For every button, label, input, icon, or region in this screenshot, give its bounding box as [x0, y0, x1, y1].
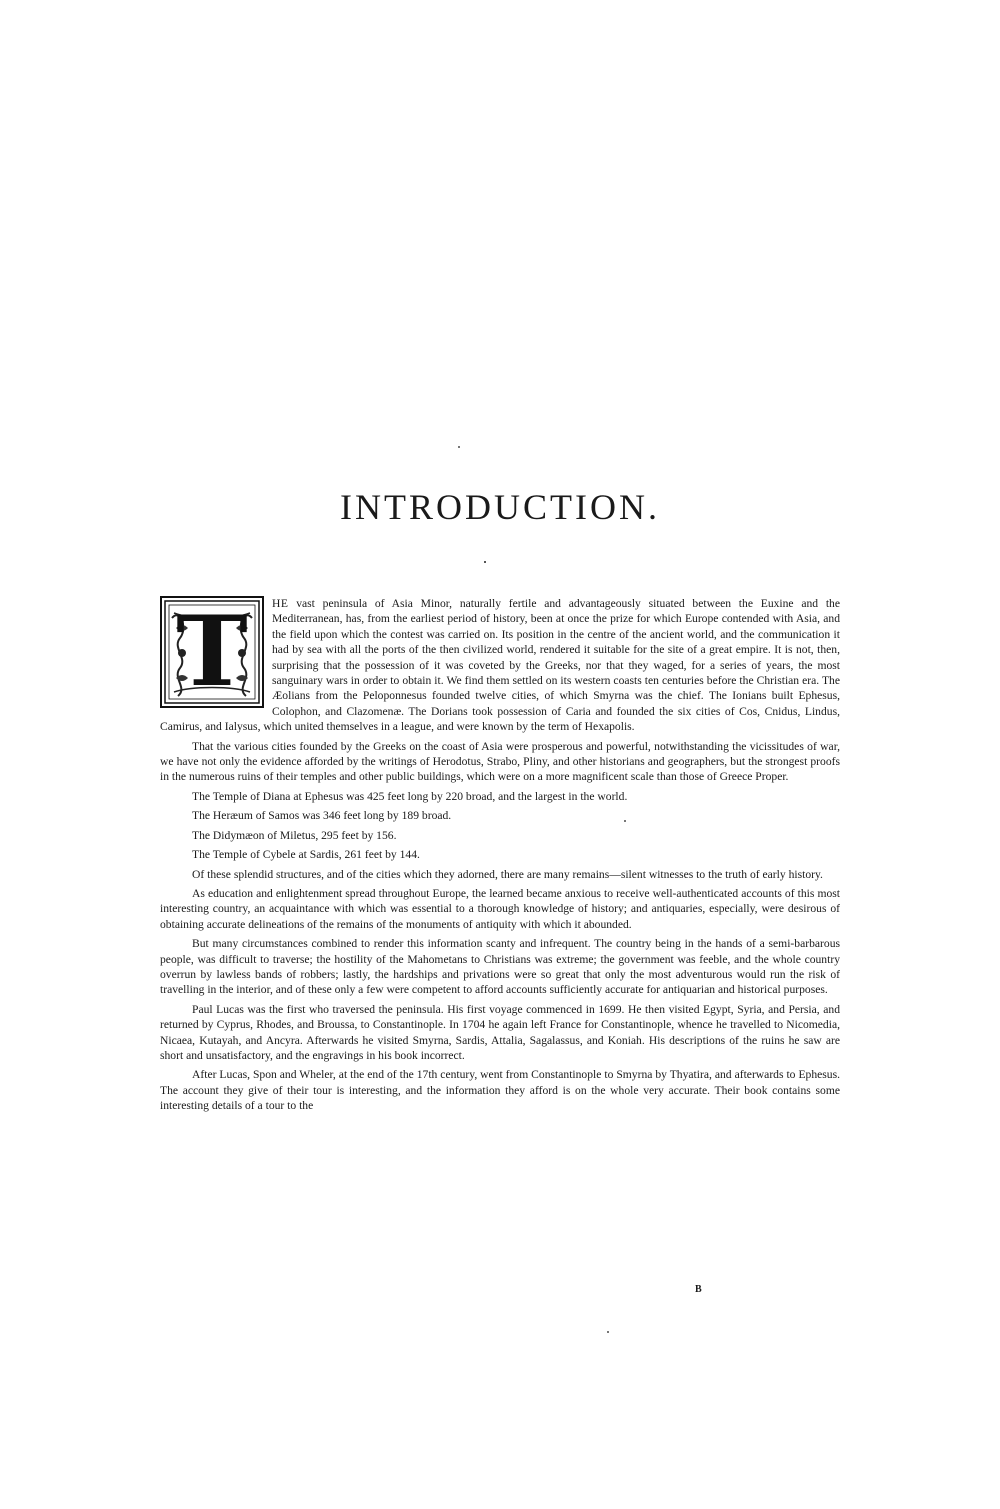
page-title: INTRODUCTION.	[340, 487, 660, 527]
paragraph-2: That the various cities founded by the Greeks on the coast of Asia were prosperous and powerful, notwithstanding the vicissitudes of war, we have not only the evidence afforded by the writings of Herodotus, Strabo, Pliny, and other historians and geographers, but the strongest proofs in the numerous ruins of their temples and other public buildings, which were on a more magnificent scale than those of Greece Proper.	[160, 739, 840, 784]
paragraph-5: The Didymæon of Miletus, 295 feet by 156.	[192, 828, 397, 842]
signature-mark: B	[695, 1284, 702, 1295]
title-ornament-dot	[484, 561, 486, 563]
paragraph-8: As education and enlightenment spread throughout Europe, the learned became anxious to receive well-authenticated accounts of this most interesting country, an acquaintance with which was essential to a thorough knowledge of history; and antiquaries, especially, were desirous of obtaining accurate delineations of the remains of the monuments of antiquity with which it abounded.	[160, 886, 840, 931]
paragraph-7: Of these splendid structures, and of the cities which they adorned, there are many remains—silent witnesses to the truth of early history.	[192, 867, 823, 881]
paragraph-1	[160, 596, 840, 735]
paragraph-9: But many circumstances combined to render this information scanty and infrequent. The country being in the hands of a semi-barbarous people, was difficult to traverse; the hostility of the Mahometans to Christians was extreme; the government was feeble, and the whole country overrun by lawless bands of robbers; lastly, the hardships and privations were so great that only the most adventurous would run the risk of travelling in the interior, and of these only a few were competent to afford accounts sufficiently accurate for antiquarian and historical purposes.	[160, 937, 840, 997]
paragraph-6: The Temple of Cybele at Sardis, 261 feet by 144.	[192, 848, 420, 862]
dropcap-letter: T	[176, 595, 248, 708]
lead-in-text: HE	[272, 597, 289, 610]
paragraph-11: After Lucas, Spon and Wheler, at the end of the 17th century, went from Constantinople to Smyrna by Thyatira, and afterwards to Ephesus. The account they give of their tour is interesting, and the information they afford is on the whole very accurate. Their book contains some interesting details of a tour to the	[160, 1068, 840, 1113]
paper-speck	[607, 1331, 609, 1333]
paper-speck	[624, 820, 626, 822]
paragraph-3: The Temple of Diana at Ephesus was 425 feet long by 220 broad, and the largest in the world.	[192, 789, 628, 803]
paragraph-1-text: vast peninsula of Asia Minor, naturally fertile and advantageously situated between the Euxine and the Mediterranean, has, from the earliest period of history, been at once the prize for which Europe contended with Asia, and the field upon which the contest was carried on. Its position in the centre of the ancient world, and the communication it had by sea with all the ports of the then civilized world, rendered it suitable for the site of a great empire. It is not, then, surprising that the possession of it was coveted by the Greeks, nor that they waged, for a series of years, the most sanguinary wars in order to obtain it. We find them settled on its western coasts ten centuries before the Christian era. The Æolians from the Peloponnesus founded twelve cities, of which Smyrna was the chief. The Ionians built Ephesus, Colophon, and Clazomenæ. The Dorians took possession of Caria and founded the six cities of Cos, Cnidus, Lindus, Camirus, and Ialysus, which united themselves in a league, and were known by the term of Hexapolis.	[160, 597, 840, 734]
paper-speck	[458, 446, 460, 448]
decorated-initial	[160, 596, 264, 708]
paragraph-10: Paul Lucas was the first who traversed the peninsula. His first voyage commenced in 1699. He then visited Egypt, Syria, and Persia, and returned by Cyprus, Rhodes, and Broussa, to Constantinople. In 1704 he again left France for Constantinople, whence he travelled to Nicomedia, Nicaea, Kutayah, and Ancyra. Afterwards he visited Smyrna, Sardis, Attalia, Sagalassus, and Koniah. His descriptions of the ruins he saw are short and unsatisfactory, and the engravings in his book incorrect.	[160, 1002, 840, 1062]
introduction-body	[160, 596, 840, 1118]
paragraph-4: The Heræum of Samos was 346 feet long by 189 broad.	[192, 809, 452, 823]
